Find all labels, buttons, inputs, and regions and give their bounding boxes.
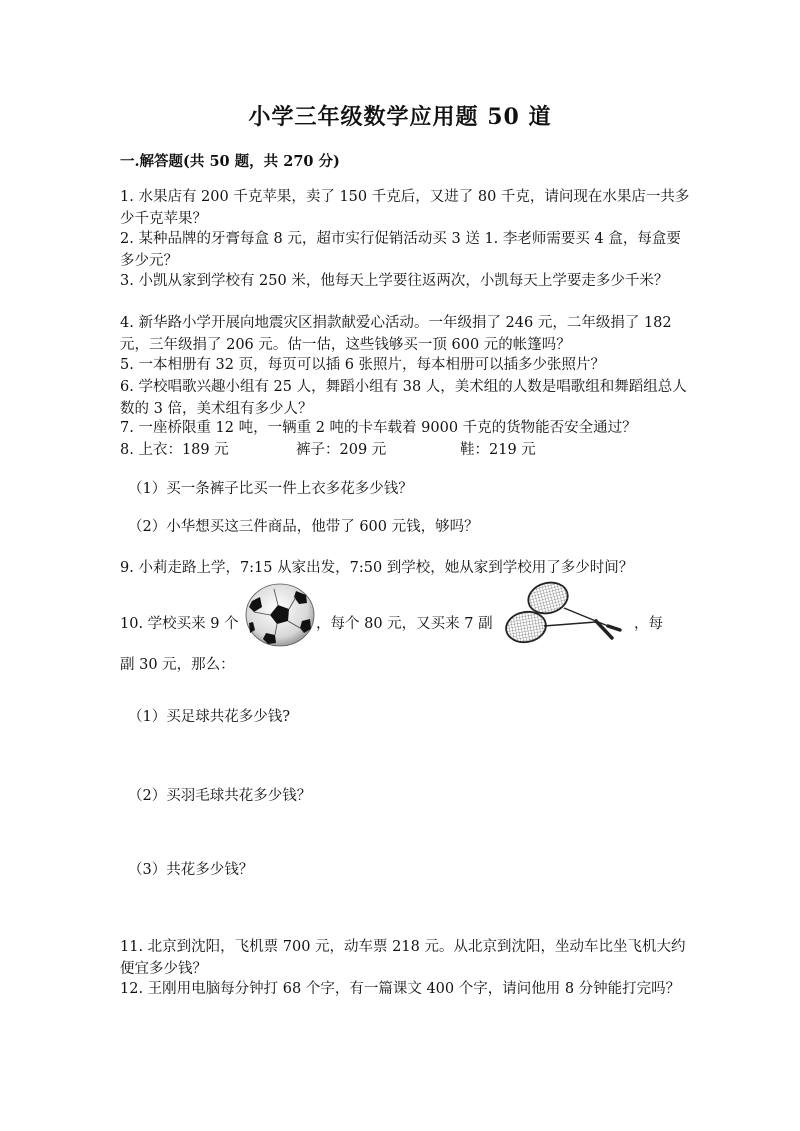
page-title: 小学三年级数学应用题 50 道 (248, 104, 552, 130)
question-8-sub-1: （1）买一条裤子比买一件上衣多花多少钱？ (128, 481, 413, 497)
question-6: 6. 学校唱歌兴趣小组有 25 人，舞蹈小组有 38 人，美术组的人数是唱歌组和舞蹈组总人数的 3 倍，美术组有多少人？ (120, 379, 687, 417)
question-9: 9. 小莉走路上学，7:15 从家出发，7:50 到学校，她从家到学校用了多少时间？ (120, 560, 634, 576)
question-10-sub-2: （2）买羽毛球共花多少钱？ (128, 788, 312, 804)
question-8-sub-2: （2）小华想买这三件商品，他带了 600 元钱，够吗？ (128, 519, 479, 535)
section-heading: 一.解答题(共 50 题，共 270 分) (120, 153, 340, 170)
question-10-part-b: ，每个 80 元，又买来 7 副 (316, 616, 493, 632)
question-3: 3. 小凯从家到学校有 250 米，他每天上学要往返两次，小凯每天上学要走多少千米？ (120, 273, 669, 289)
question-5: 5. 一本相册有 32 页，每页可以插 6 张照片，每本相册可以插多少张照片？ (120, 357, 606, 373)
question-8-shoes-price: 鞋：219 元 (460, 442, 536, 458)
question-11: 11. 北京到沈阳，飞机票 700 元，动车票 218 元。从北京到沈阳，坐动车比坐飞机大约便宜多少钱？ (120, 939, 686, 977)
question-10-sub-1: （1）买足球共花多少钱? (128, 709, 290, 725)
question-10-part-a: 10. 学校买来 9 个 (120, 616, 239, 632)
question-8-shirt-price: 8. 上衣：189 元 (120, 442, 229, 458)
question-10-part-d: 副 30 元，那么： (120, 657, 235, 673)
question-7: 7. 一座桥限重 12 吨，一辆重 2 吨的卡车载着 9000 千克的货物能否安全通过？ (120, 420, 637, 436)
question-10-part-c: ，每 (634, 616, 663, 632)
question-2: 2. 某种品牌的牙膏每盒 8 元，超市实行促销活动买 3 送 1. 李老师需要买 4 盒，每盒要多少元？ (120, 231, 681, 269)
badminton-rackets-icon (500, 580, 630, 648)
question-1: 1. 水果店有 200 千克苹果，卖了 150 千克后，又进了 80 千克，请问现在水果店一共多少千克苹果？ (120, 189, 690, 227)
question-12: 12. 王刚用电脑每分钟打 68 个字，有一篇课文 400 个字，请问他用 8 分钟能打完吗？ (120, 981, 681, 997)
badminton-rackets-icon (500, 580, 630, 648)
soccer-ball-icon (244, 583, 316, 647)
question-8-pants-price: 裤子：209 元 (296, 442, 387, 458)
soccer-ball-icon (244, 583, 316, 647)
question-10-sub-3: （3）共花多少钱？ (128, 862, 254, 878)
question-4: 4. 新华路小学开展向地震灾区捐款献爱心活动。一年级捐了 246 元，二年级捐了 182 元，三年级捐了 206 元。估一估，这些钱够买一顶 600 元的帐篷吗？ (120, 315, 672, 353)
